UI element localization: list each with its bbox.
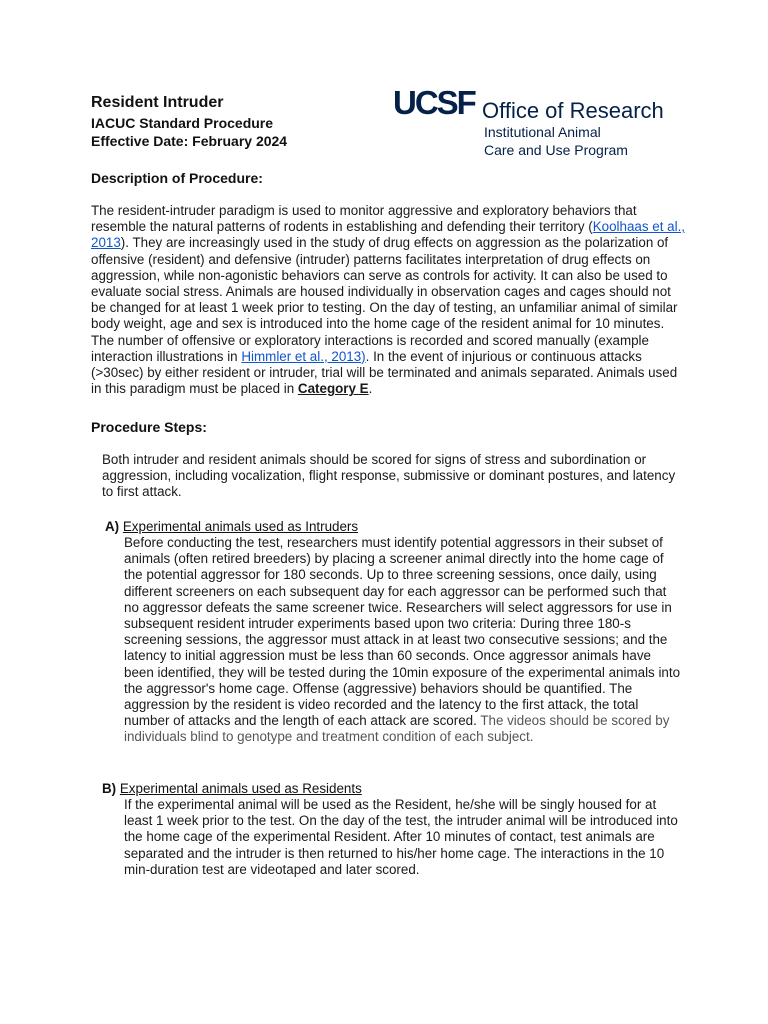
description-text-1: The resident-intruder paradigm is used to monitor aggressive and exploratory behaviors that resemble the natural patterns of rodents in establishing and defending their territory ( bbox=[91, 203, 637, 235]
section-b-label bbox=[102, 781, 362, 797]
description-paragraph bbox=[91, 203, 689, 397]
section-a-marker: A) bbox=[105, 519, 120, 534]
himmler-link[interactable]: Himmler et al., 2013) bbox=[241, 348, 366, 364]
koolhaas-link[interactable]: Koolhaas et al., 2013 bbox=[91, 219, 686, 251]
category-e-label: Category E bbox=[297, 381, 369, 397]
procedure-steps-heading: Procedure Steps: bbox=[91, 419, 207, 435]
section-b-title: Experimental animals used as Residents bbox=[119, 781, 362, 796]
section-b-body: If the experimental animal will be used as the Resident, he/she will be singly housed for at least 1 week prior to the test. On the day of the test, the intruder animal will be introduced into the home cage of the experimental Resident. After 10 minutes of contact, test animals are separated and the intruder is then returned to his/her home cage. The interactions in the 10 min-duration test are videotaped and later scored. bbox=[124, 797, 678, 877]
steps-intro-paragraph: Both intruder and resident animals should be scored for signs of stress and subordination or aggression, including vocalization, flight response, submissive or dominant postures, and latency to first attack. bbox=[102, 452, 676, 500]
document-subtitle: IACUC Standard Procedure bbox=[91, 115, 274, 131]
section-a-text-gray: The videos should be scored by individuals blind to genotype and treatment condition of each subject. bbox=[124, 713, 670, 745]
description-heading: Description of Procedure: bbox=[91, 170, 263, 186]
section-a-title: Experimental animals used as Intruders bbox=[122, 519, 359, 534]
logo-subtitle-line1: Institutional Animal bbox=[484, 124, 601, 140]
ucsf-logo bbox=[393, 84, 668, 164]
ucsf-wordmark: UCSF bbox=[393, 84, 475, 121]
section-a-text: Before conducting the test, researchers must identify potential aggressors in their subset of animals (often retired breeders) by placing a screener animal directly into the home cage of the potential aggressor for 180 seconds. Up to three screening sessions, once daily, using different screeners on each subsequent day for each aggressor can be performed such that no aggressor defeats the same screener twice. Researchers will select aggressors for use in subsequent resident intruder experiments based upon two criteria: During three 180-s screening sessions, the aggressor must attack in at least two consecutive sessions; and the latency to initial aggression must be less than 60 seconds. Once aggressor animals have been identified, they will be tested during the 10min exposure of the experimental animals into the aggressor's home cage. Offense (aggressive) behaviors should be quantified. The aggression by the resident is video recorded and the latency to the first attack, the total number of attacks and the length of each attack are scored. bbox=[124, 535, 681, 729]
document-title: Resident Intruder bbox=[91, 94, 224, 111]
section-a-body bbox=[124, 535, 684, 746]
description-text-2: ). They are increasingly used in the study of drug effects on aggression as the polarization of offensive (resident) and defensive (intruder) patterns facilitates interpretation of drug effects on aggression, while non-agonistic behaviors can serve as controls for activity. It can also be used to evaluate social stress. Animals are housed individually in observation cages and cages should not be changed for at least 1 week prior to testing. On the day of testing, an unfamiliar animal of similar body weight, age and sex is introduced into the home cage of the resident animal for 10 minutes. The number of offensive or exploratory interactions is recorded and scored manually (example interaction illustrations in bbox=[91, 235, 678, 364]
logo-office-of-research: Office of Research bbox=[482, 98, 664, 123]
section-a-label bbox=[105, 519, 358, 535]
description-text-4: . bbox=[368, 381, 373, 397]
section-b-marker: B) bbox=[102, 781, 117, 796]
effective-date: Effective Date: February 2024 bbox=[91, 133, 288, 149]
logo-subtitle-line2: Care and Use Program bbox=[484, 142, 628, 158]
description-text-3: . In the event of injurious or continuous attacks (>30sec) by either resident or intruder, trial will be terminated and animals separated. Animals used in this paradigm must be placed in bbox=[91, 348, 678, 397]
